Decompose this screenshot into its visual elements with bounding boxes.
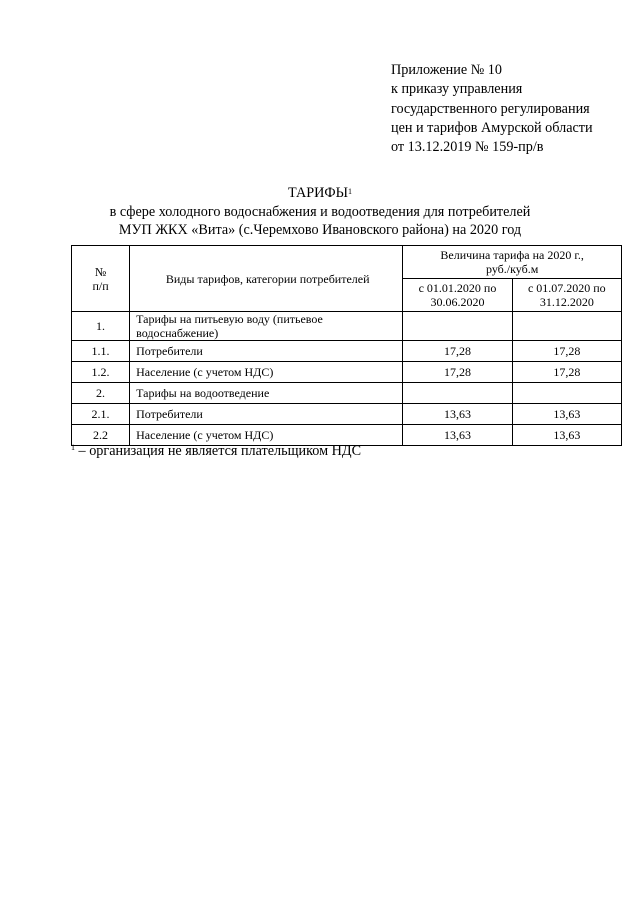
appendix-line: к приказу управления <box>391 81 523 98</box>
row-name: Потребители <box>130 341 403 362</box>
row-num: 1.1. <box>72 341 130 362</box>
table-row <box>72 312 622 341</box>
title-footnote-mark: 1 <box>347 187 352 196</box>
header-kind: Виды тарифов, категории потребителей <box>130 246 403 312</box>
document-title <box>0 184 640 202</box>
subtitle-line-2: МУП ЖКХ «Вита» (с.Черемхово Ивановского района) на 2020 год <box>118 222 522 238</box>
subtitle-line-1: в сфере холодного водоснабжения и водоотведения для потребителей <box>109 204 531 220</box>
row-value-1 <box>403 383 512 404</box>
row-value-1: 13,63 <box>403 404 512 425</box>
table-row <box>72 362 622 383</box>
row-name: Тарифы на питьевую воду (питьевое водоснабжение) <box>130 312 403 341</box>
row-value-2: 17,28 <box>512 362 621 383</box>
row-value-2: 13,63 <box>512 404 621 425</box>
title-text: ТАРИФЫ <box>288 185 348 201</box>
row-value-2: 13,63 <box>512 425 621 446</box>
header-period-2: с 01.07.2020 по 31.12.2020 <box>512 279 621 312</box>
header-period-1: с 01.01.2020 по 30.06.2020 <box>403 279 512 312</box>
footnote <box>71 442 361 460</box>
header-num: № п/п <box>72 246 130 312</box>
row-name: Население (с учетом НДС) <box>130 362 403 383</box>
row-name: Потребители <box>130 404 403 425</box>
row-value-2 <box>512 312 621 341</box>
appendix-line: Приложение № 10 <box>391 62 502 78</box>
row-value-1: 17,28 <box>403 362 512 383</box>
table-row <box>72 341 622 362</box>
row-name: Население (с учетом НДС) <box>130 425 403 446</box>
row-value-1: 17,28 <box>403 341 512 362</box>
row-value-1: 13,63 <box>403 425 512 446</box>
row-value-1 <box>403 312 512 341</box>
row-num: 2.1. <box>72 404 130 425</box>
tariffs-table <box>71 245 622 446</box>
row-num: 2.2 <box>72 425 130 446</box>
table-row <box>72 404 622 425</box>
footnote-text: – организация не является плательщиком НДС <box>75 443 362 459</box>
row-name: Тарифы на водоотведение <box>130 383 403 404</box>
header-value: Величина тарифа на 2020 г., руб./куб.м <box>403 246 622 279</box>
footnote-mark: 1 <box>71 443 75 452</box>
row-num: 2. <box>72 383 130 404</box>
row-value-2 <box>512 383 621 404</box>
appendix-block <box>391 61 631 157</box>
appendix-line: государственного регулирования <box>391 100 590 117</box>
appendix-line: от 13.12.2019 № 159-пр/в <box>391 139 544 156</box>
row-num: 1.2. <box>72 362 130 383</box>
table-header-row <box>72 246 622 279</box>
row-num: 1. <box>72 312 130 341</box>
table-row <box>72 383 622 404</box>
row-value-2: 17,28 <box>512 341 621 362</box>
appendix-line: цен и тарифов Амурской области <box>391 119 593 136</box>
